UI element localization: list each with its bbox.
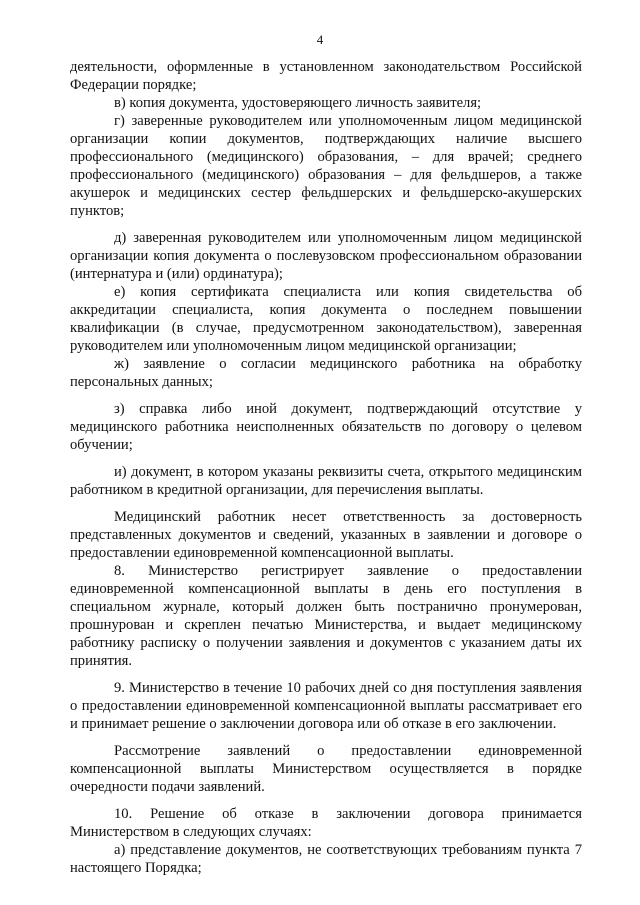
- page-number: 4: [316, 32, 324, 47]
- list-item-d: д) заверенная руководителем или уполномоченным лицом медицинской организации копия документа о послевузовском профессиональном образовании (интернатура и (или) ординатура);: [70, 230, 582, 282]
- list-item-i: и) документ, в котором указаны реквизиты счета, открытого медицинским работником в кредитной организации, для перечисления выплаты.: [70, 464, 582, 498]
- list-item-a: а) представление документов, не соответствующих требованиям пункта 7 настоящего Порядка;: [70, 842, 582, 876]
- paragraph-10: 10. Решение об отказе в заключении договора принимается Министерством в следующих случаях:: [70, 806, 582, 840]
- paragraph-9: 9. Министерство в течение 10 рабочих дней со дня поступления заявления о предоставлении единовременной компенсационной выплаты рассматривает его и принимает решение о заключении договора или об отказе в его заключении.: [70, 680, 582, 732]
- list-item-zh: ж) заявление о согласии медицинского работника на обработку персональных данных;: [70, 356, 582, 390]
- paragraph-review: Рассмотрение заявлений о предоставлении единовременной компенсационной выплаты Министерством осуществляется в порядке очередности подачи заявлений.: [70, 743, 582, 795]
- list-item-g: г) заверенные руководителем или уполномоченным лицом медицинской организации копии документов, подтверждающих наличие высшего профессионального (медицинского) образования, – для врачей; среднего профессионального (медицинского) образования – для фельдшеров, а также акушерок и медицинских сестер фельдшерских и фельдшерско-акушерских пунктов;: [70, 113, 582, 219]
- paragraph-continuation: деятельности, оформленные в установленном законодательством Российской Федерации порядке;: [70, 59, 582, 93]
- list-item-v: в) копия документа, удостоверяющего личность заявителя;: [114, 95, 482, 111]
- list-item-z: з) справка либо иной документ, подтверждающий отсутствие у медицинского работника неисполненных обязательств по договору о целевом обучении;: [70, 401, 582, 453]
- document-body: [70, 58, 582, 877]
- paragraph-responsibility: Медицинский работник несет ответственность за достоверность представленных документов и сведений, указанных в заявлении и договоре о предоставлении единовременной компенсационной выплаты.: [70, 509, 582, 561]
- paragraph-8: 8. Министерство регистрирует заявление о предоставлении единовременной компенсационной выплаты в день его поступления в специальном журнале, который должен быть постранично пронумерован, прошнурован и скреплен печатью Министерства, и выдает медицинскому работнику расписку о получении заявления и документов с указанием даты их принятия.: [70, 563, 582, 669]
- list-item-e: е) копия сертификата специалиста или копия свидетельства об аккредитации специалиста, копия документа о последнем повышении квалификации (в случае, предусмотренном законодательством), заверенная руководителем или уполномоченным лицом медицинской организации;: [70, 284, 582, 354]
